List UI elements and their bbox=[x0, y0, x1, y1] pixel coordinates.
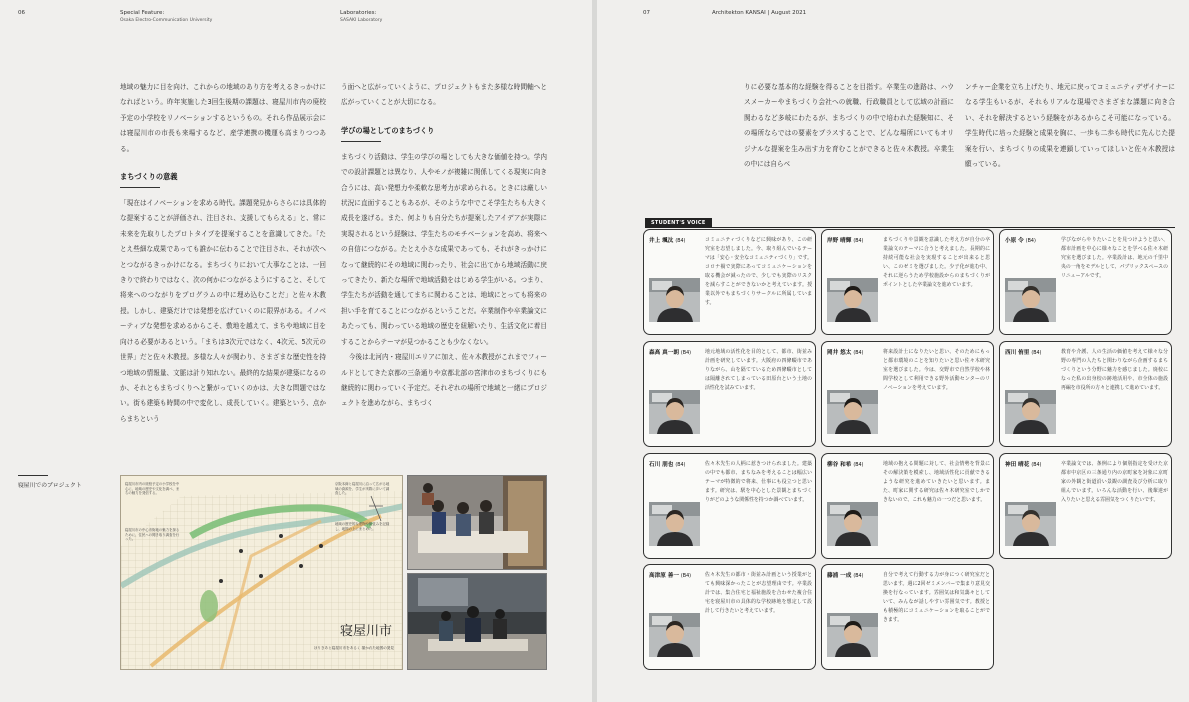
publication-name: Architekton KANSAI bbox=[712, 10, 766, 16]
body-column-4 bbox=[965, 80, 1175, 172]
student-comment: 地域の抱える問題に対して、社会情勢を背景にその解決策を模索し、地域活性化に貢献できるような研究を進めていきたいと思います。また、町家に関する研究は佐々木研究室でしかできないので、これも魅力の一つだと思います。 bbox=[883, 461, 990, 503]
student-name-text: 藤浦 一成 bbox=[827, 573, 852, 579]
neyagawa-map bbox=[120, 475, 403, 670]
student-comment: コミュニティづくりなどに興味があり、この研究室を志望しました。今、取り組んでいるテーマは「安心・安全なコミュニティづくり」です。コロナ禍で実際にあってコミュニケーションを取る機会が減ったので、少しでも実際のリスクを減らすことができないかと考えています。授業以外でもまちづくりサークルに所属しています。 bbox=[705, 237, 812, 306]
student-name-text: 岡井 悠太 bbox=[827, 350, 852, 356]
map-note: 寝屋川市の中心市街地の魅力を探るために、住民への聞き取り調査を行った。 bbox=[125, 528, 180, 542]
student-comment: 学びながらやりたいことを見つけようと思い、都市計画を中心に様々なことを学べる佐々木研究室を選びました。卒業設計は、地元の千里中央の一角をモデルとして、パブリックスペースのリニューアルです。 bbox=[1061, 237, 1168, 279]
student-portrait bbox=[827, 278, 878, 322]
student-name bbox=[827, 348, 863, 356]
student-year: (B4) bbox=[1031, 351, 1042, 356]
student-portrait bbox=[827, 390, 878, 434]
map-title: 寝屋川市 bbox=[339, 624, 392, 639]
student-name bbox=[1005, 460, 1041, 468]
student-portrait bbox=[649, 278, 700, 322]
student-year: (B4) bbox=[853, 463, 864, 468]
student-card bbox=[643, 229, 816, 335]
section-heading: まちづくりの意義 bbox=[120, 172, 178, 182]
map-note: 寝屋川市内の廃校予定の小学校を中心に、地域の歴史や文化を調べ、まちの魅力を発信する。 bbox=[125, 482, 180, 496]
body-paragraph: りに必要な基本的な経験を得ることを目指す。卒業生の進路は、ハウスメーカーやまちづくり会社への就職、行政職員として広域の計画に関わるなど多岐にわたるが、まちづくりの中で培われた経験知に、その場所ならではの要素をプラスすることで、どんな場所にいてもオリジナルな提案を生み出す力を育むことができると佐々木教授。卒業生の中には自らベ bbox=[744, 83, 954, 169]
student-name-text: 柳谷 和希 bbox=[827, 462, 852, 468]
student-year: (B4) bbox=[680, 351, 692, 356]
header-laboratories bbox=[340, 10, 382, 24]
student-name-text: 高津原 善一 bbox=[649, 573, 679, 579]
section-heading: 学びの場としてのまちづくり bbox=[341, 125, 435, 135]
student-card bbox=[643, 341, 816, 447]
workshop-photo-image bbox=[408, 476, 547, 570]
heading-rule bbox=[341, 141, 381, 142]
student-portrait bbox=[649, 390, 700, 434]
student-card bbox=[821, 564, 994, 670]
student-portrait bbox=[827, 613, 878, 657]
header-key: Laboratories: bbox=[340, 10, 377, 16]
header-value: Osaka Electro-Communication University bbox=[120, 18, 213, 23]
student-year: (B4) bbox=[853, 351, 864, 356]
student-name bbox=[827, 571, 863, 579]
student-name-text: 岸野 晴輝 bbox=[827, 238, 852, 244]
figure-caption: 寝屋川でのプロジェクト bbox=[18, 483, 82, 489]
student-comment: まちづくりや景観を意識した考え方が自分の卒業論文のテーマに合うと考えました。長期的に持続可能な社会を実現することが出来ると思い、このゼミを選びました。少子化が進む中、それに逆らうため学校施設からのまちづくりがポイントとした卒業論文を進めています。 bbox=[883, 237, 990, 288]
student-name bbox=[649, 460, 685, 468]
page-number-left: 06 bbox=[18, 10, 25, 16]
publication-date: August 2021 bbox=[771, 10, 807, 16]
student-comment: 佐々木先生の人柄に惹きつけられました。建築の中でも都市、まちなみを考えることは幅広いテーマが特徴的で将来、仕事にも役立つと思います。研究は、駅を中心とした景観とまちづくりがどのような関係性を持つか調べています。 bbox=[705, 461, 812, 503]
student-comment: 将来設計士になりたいと思い、そのためにもっと都市環境のことを知りたいと思い佐々木研究室を選びました。今は、交野市で自然学校や林間学校として利用できる野外活動センターのリノベーションを考えています。 bbox=[883, 349, 990, 391]
map-note: 京阪本線と寝屋川に沿って広がる地域の資源を、学生が実際に歩いて調査した。 bbox=[335, 482, 390, 496]
student-name bbox=[1005, 236, 1036, 244]
student-card bbox=[821, 229, 994, 335]
student-comment: 佐々木先生の都市・街並み計画という授業がとても興味深かったことが志望理由です。卒業設計では、集合住宅と福祉施設を合わせた複合住宅を寝屋川市の具体的な学校跡地を想定して設計して行きたいと考えています。 bbox=[705, 572, 812, 614]
student-name-text: 小原 令 bbox=[1005, 238, 1024, 244]
student-card bbox=[643, 453, 816, 559]
student-name-text: 石川 朋也 bbox=[649, 462, 674, 468]
meeting-photo bbox=[407, 573, 547, 670]
student-year: (B4) bbox=[853, 574, 864, 579]
student-portrait bbox=[1005, 502, 1056, 546]
student-portrait bbox=[827, 502, 878, 546]
student-year: (B4) bbox=[675, 239, 686, 244]
body-paragraph: 「現在はイノベーションを求める時代。課題発見からさらには具体的な提案することが評価され、注目され、支援してもらえる」と、常に未来を先取りしたプロトタイプを提案することを意識してきた。「たとえ些細な成果であっても誰かに伝わることで注目され、それが次へとつながるきっかけになる。まちづくりにおいて大事なことは、一回きりで終わりではなく、次の何かにつながるようにすること、そして将来へのつながりをプログラムの中に埋め込むことだ」と佐々木教授。しかし、建築だけでは発想を広げていくのに限界がある。イノベーティブな発想を求めるからこそ、敷地を越えて、まちや地域に目を向ける必要があるという。「まちは3次元ではなく、4次元、5次元の世界」だと佐々木教授。多様な人々が関わり、さまざまな歴史性を持つ地域の情報量、文脈は計り知れない。最終的な結果が建築になるのか、それともまちづくりへと繋がっていくのかは、大きな問題ではない。街も建築も時間の中で変化し、成長していく。建築という、点からまちという bbox=[120, 199, 326, 423]
map-note: 地域の歴史的な建物や街並みを記録し、地図の上にまとめた。 bbox=[335, 522, 390, 531]
student-card bbox=[821, 341, 994, 447]
map-graphic bbox=[121, 476, 403, 670]
student-year: (B4) bbox=[1031, 463, 1042, 468]
student-portrait bbox=[1005, 390, 1056, 434]
student-name bbox=[827, 460, 863, 468]
body-column-1 bbox=[120, 80, 326, 427]
student-comment: 教育や介護、人の生活の価値を考えて様々な分野の専門の人たちと関わりながら企画するまちづくりという分野に魅力を感じました。廃校になった私の出身校の跡地活用や、市全体の施設再編を市役所の方々と連携して進めています。 bbox=[1061, 349, 1168, 391]
student-portrait bbox=[1005, 278, 1056, 322]
student-name bbox=[649, 236, 685, 244]
map-subtitle: ほりきあと寝屋川市をあるく 描かれた地図の発見 bbox=[313, 646, 394, 650]
student-name-text: 井上 颯汰 bbox=[649, 238, 674, 244]
students-voice-label: STUDENT'S VOICE bbox=[645, 218, 712, 228]
body-column-2 bbox=[341, 80, 547, 412]
student-name bbox=[1005, 348, 1041, 356]
body-paragraph: 今後は北河内・寝屋川エリアに加え、佐々木教授がこれまでフィールドとしてきた京都の三条通りや京都北部の宮津市のまちづくりにも継続的に関わっていく予定だ。それぞれの場所で地域と一緒にプロジェクトを進めながら、まちづく bbox=[341, 353, 547, 408]
header-value: SASAKI Laboratory bbox=[340, 18, 383, 23]
student-comment: 卒業論文では、条例により個別指定を受けた京都市中京区の三条通り内の京町家を対象に京町家の外観と街道沿い景観の調査及び分析に取り組んでいます。いろんな活動を行い、後輩達が入りたいと思える雰囲気をつくりたいです。 bbox=[1061, 461, 1168, 503]
student-comment: 地元地域の活性化を目的として、都市、街並み計画を研究しています。大阪府の四條畷市でありながら、山を隔てているため四條畷市としては隔離されてしまっている田原台という土地の活性化を試みています。 bbox=[705, 349, 812, 391]
workshop-photo bbox=[407, 475, 547, 570]
student-comment: 自分で考えて行動する力が身につく研究室だと思います。週に2回ゼミメンバーで集まり意見交換を行なっています。雰囲気は和気藹々としていて、みんなが話しやすい雰囲気です。教授とも積極的にコミュニケーションを取ることができます。 bbox=[883, 572, 990, 623]
student-card bbox=[999, 341, 1172, 447]
body-paragraph: 地域の魅力に目を向け、これからの地域のあり方を考えるきっかけになればという。昨年実施した3回生後期の課題は、寝屋川市内の廃校予定の小学校をリノベーションするというもの。それら作品展示会には寝屋川市の市長も来場するなど、産学連携の機運も高まりつつある。 bbox=[120, 83, 326, 153]
student-card bbox=[999, 229, 1172, 335]
heading-rule bbox=[120, 187, 160, 188]
student-year: (B4) bbox=[680, 574, 692, 579]
student-card bbox=[821, 453, 994, 559]
student-name bbox=[649, 571, 691, 579]
student-name bbox=[649, 348, 691, 356]
header-key: Special Feature: bbox=[120, 10, 165, 16]
student-year: (B4) bbox=[853, 239, 864, 244]
page-number-right: 07 bbox=[643, 10, 650, 16]
left-page bbox=[0, 0, 592, 702]
student-year: (B4) bbox=[675, 463, 686, 468]
body-paragraph: ンチャー企業を立ち上げたり、地元に戻ってコミュニティデザイナーになる学生もいるが、それもリアルな現場でさまざまな課題に向き合い、それを解決するという経験をがあるからこそ可能になっている。学生時代に培った経験と成果を胸に、一歩も二歩も時代に先んじた提案を行い、まちづくりの成果を連鎖していってほしいと佐々木教授は願っている。 bbox=[965, 83, 1175, 169]
student-card bbox=[643, 564, 816, 670]
student-name-text: 森高 真一朗 bbox=[649, 350, 679, 356]
body-paragraph: う面へと広がっていくように、プロジェクトもまた多様な時間軸へと広がっていくことが大切になる。 bbox=[341, 83, 547, 107]
student-card bbox=[999, 453, 1172, 559]
student-name bbox=[827, 236, 863, 244]
students-voice-rule bbox=[645, 227, 1175, 228]
header-separator: | bbox=[767, 10, 772, 16]
student-name-text: 西川 侑里 bbox=[1005, 350, 1030, 356]
header-special-feature bbox=[120, 10, 212, 24]
student-portrait bbox=[649, 613, 700, 657]
body-paragraph: まちづくり活動は、学生の学びの場としても大きな価値を持つ。学内での設計課題とは異なり、人やモノが複雑に関係してくる現実に向き合うには、高い発想力や柔軟な思考力が求められる。ときには厳しい状況に直面することもあるが、そのような中でこそ学生たちも大きく成長を遂げる。また、何よりも自分たちが提案したアイデアが実際に実現されるという経験は、学生たちのモチベーションを高め、将来への自信につながる。たとえ小さな成果であっても、それがきっかけになって継続的にその地域に関わったり、社会に出てから地域活動に戻ってきたり、新たな場所で地域活動をはじめる学生がいる。つまり、学生たちが活動を通してまちに関わることは、地域にとっても将来の担い手を育てることにつながるということだ。卒業制作や卒業論文にあたっても、関わっている地域の歴史を紐解いたり、生活文化に着目することからテーマが見つかることも少なくない。 bbox=[341, 152, 547, 346]
caption-rule bbox=[18, 475, 48, 476]
student-name-text: 神田 晴花 bbox=[1005, 462, 1030, 468]
body-column-3 bbox=[744, 80, 954, 172]
student-portrait bbox=[649, 502, 700, 546]
header-publication bbox=[712, 10, 806, 17]
meeting-photo-image bbox=[408, 574, 547, 670]
student-year: (B4) bbox=[1025, 239, 1036, 244]
